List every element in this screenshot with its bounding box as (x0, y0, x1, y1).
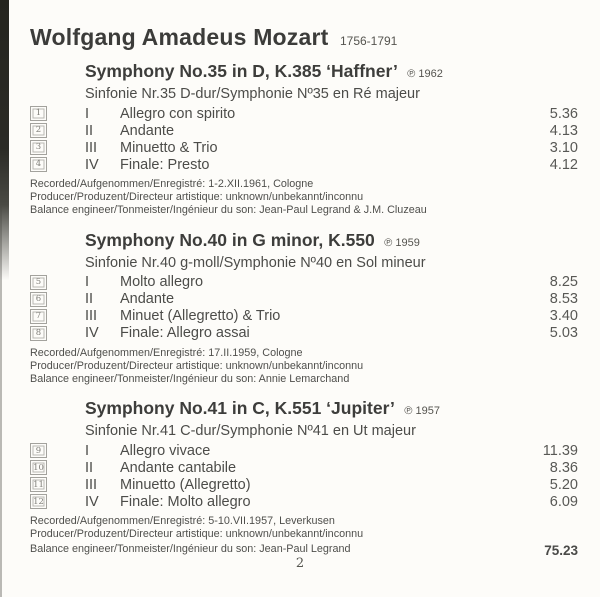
credit-recorded: Recorded/Aufgenommen/Enregistré: 1-2.XII.1961, Cologne (30, 178, 314, 190)
movement-title: Finale: Molto allegro (120, 493, 251, 510)
phonogram-year: ℗ 1959 (384, 236, 420, 249)
track-number-box (30, 443, 47, 458)
symphony-heading (85, 229, 578, 254)
movement-title: Andante (120, 291, 175, 308)
track-duration: 3.40 (549, 308, 578, 325)
movement-title: Minuetto (Allegretto) (120, 476, 251, 493)
symphony-41-section (30, 397, 578, 559)
track-number: 4 (35, 159, 42, 170)
credit-engineer-row (30, 541, 578, 559)
movement-title: Allegro con spirito (120, 105, 236, 122)
composer-heading (30, 24, 578, 51)
movement-numeral: IV (85, 156, 99, 173)
track-row (30, 493, 578, 510)
track-duration: 11.39 (542, 442, 578, 459)
movement-numeral: III (85, 139, 98, 156)
track-number-box (30, 309, 47, 324)
track-number: 10 (33, 462, 44, 473)
track-duration: 5.03 (549, 325, 578, 342)
movement-title: Allegro vivace (120, 442, 211, 459)
track-duration: 3.10 (549, 139, 578, 156)
page-number: 2 (295, 556, 305, 571)
track-row (30, 105, 578, 122)
movement-numeral: I (85, 274, 90, 291)
track-number: 9 (35, 445, 42, 456)
track-number-box (30, 292, 47, 307)
track-row (30, 442, 578, 459)
symphony-title: Symphony No.40 in G minor, K.550 (85, 229, 375, 250)
movement-numeral: IV (85, 493, 99, 510)
track-duration: 4.12 (549, 156, 578, 173)
track-number: 6 (35, 293, 42, 304)
credit-recorded: Recorded/Aufgenommen/Enregistré: 17.II.1959, Cologne (30, 346, 303, 359)
credit-engineer: Balance engineer/Tonmeister/Ingénieur du son: Jean-Paul Legrand & J.M. Cluzeau (30, 203, 427, 216)
symphony-title: Symphony No.41 in C, K.551 ‘Jupiter’ (85, 398, 395, 419)
movement-title: Finale: Allegro assai (120, 325, 250, 342)
track-number-box (30, 460, 47, 475)
track-duration: 8.25 (549, 274, 578, 291)
track-number-box (30, 123, 47, 138)
movement-numeral: III (85, 476, 98, 493)
credit-engineer: Balance engineer/Tonmeister/Ingénieur du son: Annie Lemarchand (30, 372, 350, 385)
phonogram-year: ℗ 1962 (407, 68, 443, 80)
track-row (30, 476, 578, 493)
track-number-box (30, 494, 47, 509)
track-number: 2 (35, 125, 42, 136)
track-number-box (30, 140, 47, 155)
symphony-subtitle: Sinfonie Nr.41 C-dur/Symphonie Nº41 en Ut majeur (85, 423, 416, 440)
movement-numeral: II (85, 459, 94, 476)
track-number-box (30, 106, 47, 121)
track-duration: 6.09 (549, 493, 578, 510)
track-duration: 4.13 (549, 122, 578, 139)
credit-producer: Producer/Produzent/Directeur artistique: unknown/unbekannt/inconnu (30, 190, 364, 203)
symphony-subtitle: Sinfonie Nr.35 D-dur/Symphonie Nº35 en Ré majeur (85, 86, 420, 102)
movement-numeral: II (85, 122, 94, 139)
track-number: 3 (35, 142, 42, 153)
movement-numeral: II (85, 291, 94, 308)
movement-title: Minuet (Allegretto) & Trio (120, 308, 281, 325)
symphony-40-section (30, 229, 578, 386)
track-row (30, 459, 578, 476)
track-number-box (30, 477, 47, 492)
movement-title: Andante cantabile (120, 459, 237, 476)
track-number-box (30, 157, 47, 172)
movement-title: Minuetto & Trio (120, 139, 218, 156)
phonogram-year: ℗ 1957 (404, 405, 440, 418)
track-row (30, 156, 578, 173)
recording-credits (30, 347, 578, 386)
movement-numeral: I (85, 105, 90, 122)
track-number: 5 (35, 276, 42, 287)
total-duration: 75.23 (544, 543, 578, 559)
track-duration: 8.53 (549, 291, 578, 308)
track-number: 1 (35, 108, 42, 119)
credit-producer: Producer/Produzent/Directeur artistique: unknown/unbekannt/inconnu (30, 359, 364, 372)
track-row (30, 291, 578, 308)
recording-credits (30, 515, 578, 559)
track-row (30, 308, 578, 325)
symphony-heading (85, 397, 578, 422)
movement-numeral: I (85, 442, 90, 459)
credit-producer: Producer/Produzent/Directeur artistique: unknown/unbekannt/inconnu (30, 528, 364, 541)
track-number: 8 (35, 327, 42, 338)
symphony-subtitle: Sinfonie Nr.40 g-moll/Symphonie Nº40 en Sol mineur (85, 254, 426, 271)
track-row (30, 325, 578, 342)
track-number: 7 (35, 310, 42, 321)
track-row (30, 139, 578, 156)
track-row (30, 274, 578, 291)
track-number-box (30, 275, 47, 290)
credit-engineer: Balance engineer/Tonmeister/Ingénieur du son: Jean-Paul Legrand (30, 543, 351, 556)
movement-numeral: IV (85, 325, 99, 342)
composer-name: Wolfgang Amadeus Mozart (30, 24, 329, 50)
track-number: 12 (33, 496, 44, 507)
track-duration: 5.20 (549, 476, 578, 493)
movement-numeral: III (85, 308, 98, 325)
symphony-heading (85, 60, 578, 85)
symphony-title: Symphony No.35 in D, K.385 ‘Haffner’ (85, 61, 398, 81)
track-duration: 5.36 (549, 105, 578, 122)
track-number: 11 (33, 479, 44, 490)
symphony-35-section (30, 60, 578, 217)
credit-recorded: Recorded/Aufgenommen/Enregistré: 5-10.VII.1957, Leverkusen (30, 515, 335, 528)
movement-title: Andante (120, 122, 175, 139)
composer-dates: 1756-1791 (339, 34, 398, 48)
track-row (30, 122, 578, 139)
recording-credits (30, 178, 578, 217)
track-duration: 8.36 (549, 459, 578, 476)
movement-title: Molto allegro (120, 274, 204, 291)
movement-title: Finale: Presto (120, 156, 210, 173)
track-number-box (30, 326, 47, 341)
